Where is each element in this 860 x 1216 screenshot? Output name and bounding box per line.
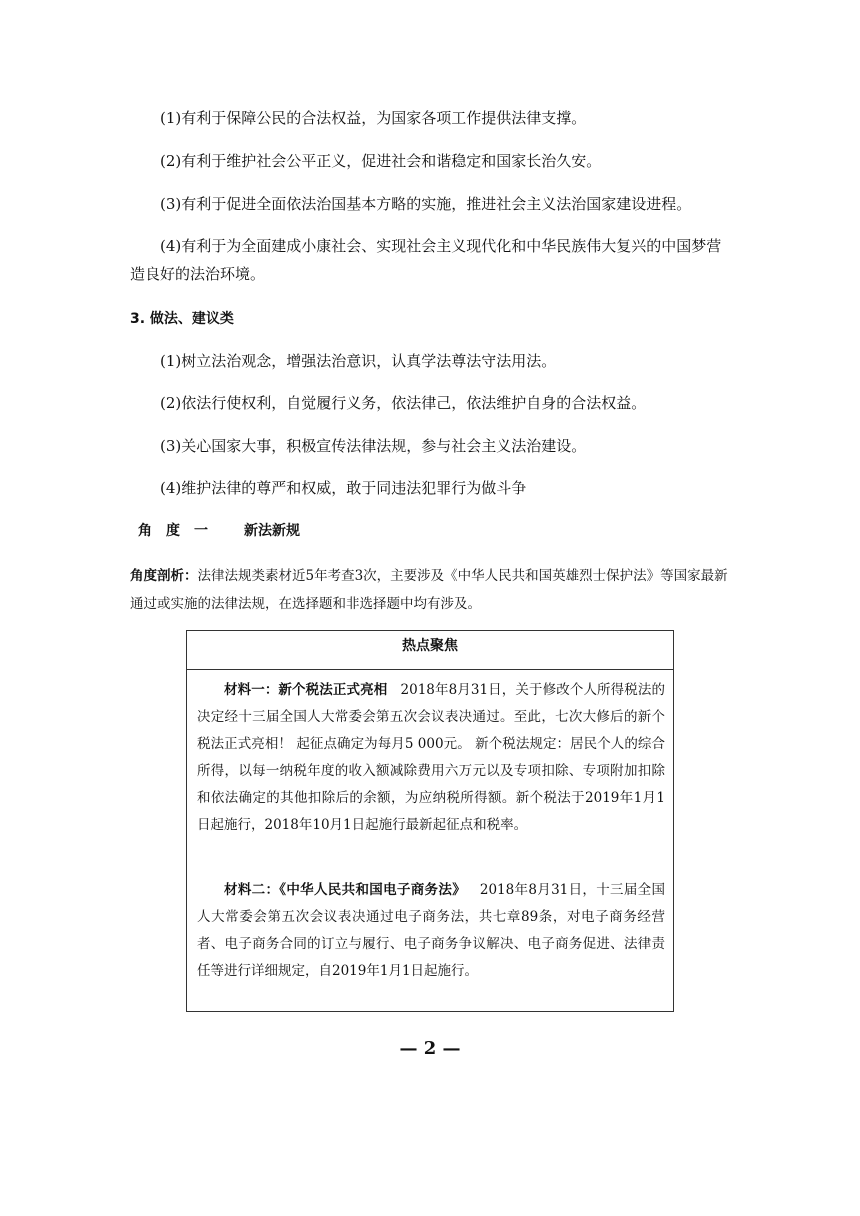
section2-item-4-continued: 造良好的法治环境。: [130, 265, 266, 283]
section3-item-3: (3)关心国家大事，积极宣传法律法规，参与社会主义法治建设。: [160, 437, 587, 455]
section2-item-4: (4)有利于为全面建成小康社会、实现社会主义现代化和中华民族伟大复兴的中国梦营: [160, 237, 722, 255]
material-one: [197, 677, 665, 839]
section3-item-4: (4)维护法律的尊严和权威，敢于同违法犯罪行为做斗争: [160, 479, 527, 497]
material-one-text: 2018年8月31日，关于修改个人所得税法的决定经十三届全国人大常委会第五次会议表决通过。至此，七次大修后的新个税法正式亮相！ 起征点确定为每月5 000元。 新个税法规定：居民个人的综合所得，以每一纳税年度的收入额减除费用六万元以及专项扣除、专项附加扣除和依法确定的其他扣除后的余额，为应纳税所得额。新个税法于2019年1月1日起施行，2018年10月1日起施行最新起征点和税率。: [197, 682, 665, 833]
section3-item-1: (1)树立法治观念，增强法治意识，认真学法尊法守法用法。: [160, 352, 557, 370]
hot-points-title: 热点聚焦: [402, 638, 458, 654]
angle-analysis: [130, 562, 730, 618]
angle-heading: [138, 521, 300, 541]
material-one-label: 材料一：新个税法正式亮相: [224, 682, 388, 698]
material-two: [197, 877, 665, 985]
analysis-label: 角度剖析：: [130, 568, 198, 584]
analysis-text: 法律法规类素材近5年考查3次，主要涉及《中华人民共和国英雄烈士保护法》等国家最新通过或实施的法律法规，在选择题和非选择题中均有涉及。: [130, 568, 728, 612]
section3-item-2: (2)依法行使权利，自觉履行义务，依法律己，依法维护自身的合法权益。: [160, 394, 647, 412]
hot-points-divider: [187, 669, 673, 670]
section3-heading: 3. 做法、建议类: [130, 311, 234, 327]
section2-item-3: (3)有利于促进全面依法治国基本方略的实施，推进社会主义法治国家建设进程。: [160, 195, 692, 213]
hot-points-box: [186, 630, 674, 1012]
material-two-label: 材料二：《中华人民共和国电子商务法》: [224, 882, 467, 898]
section2-item-2: (2)有利于维护社会公平正义，促进社会和谐稳定和国家长治久安。: [160, 152, 602, 170]
page-number: — 2 —: [399, 1038, 461, 1059]
angle-tag: 角度一: [138, 523, 222, 539]
material-two-text: 2018年8月31日，十三届全国人大常委会第五次会议表决通过电子商务法，共七章89条，对电子商务经营者、电子商务合同的订立与履行、电子商务争议解决、电子商务促进、法律责任等进行详细规定，自2019年1月1日起施行。: [197, 882, 666, 979]
angle-title: 新法新规: [244, 523, 300, 539]
section2-item-1: (1)有利于保障公民的合法权益，为国家各项工作提供法律支撑。: [160, 109, 587, 127]
